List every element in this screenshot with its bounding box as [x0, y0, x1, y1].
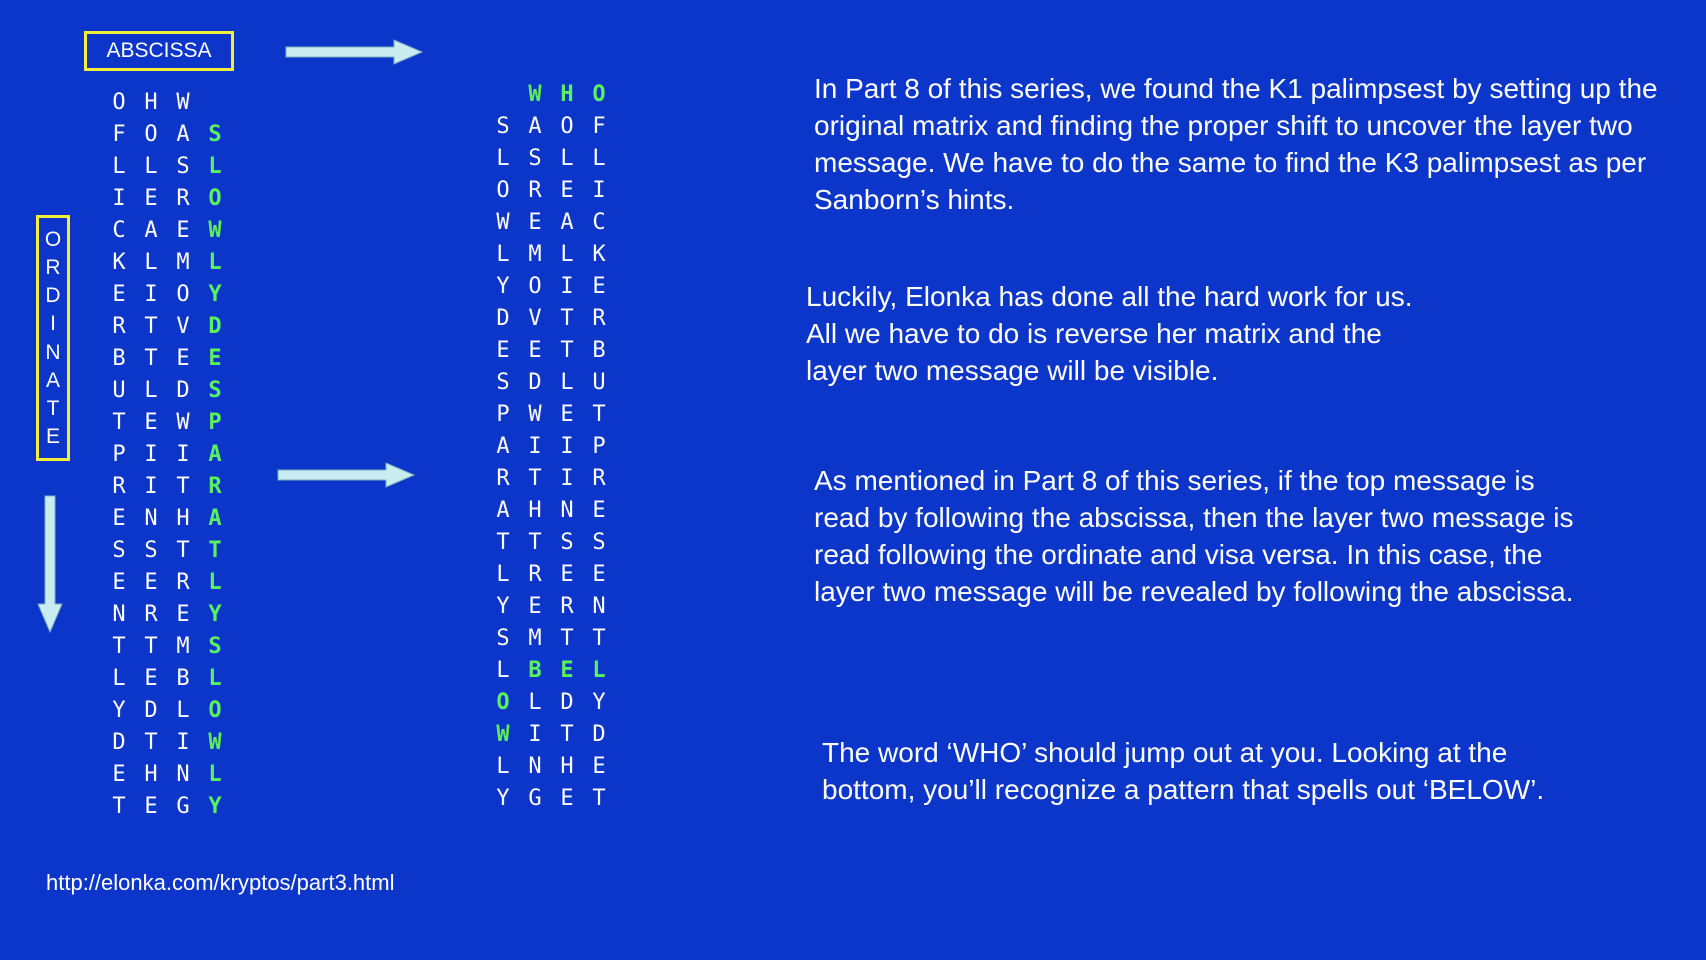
matrix-letter: N — [144, 505, 158, 531]
matrix-letter: P — [592, 433, 606, 459]
matrix-row — [487, 110, 615, 142]
matrix-letter: C — [112, 217, 126, 243]
matrix-letter: L — [496, 145, 510, 171]
matrix-letter: R — [528, 561, 542, 587]
matrix-row — [103, 406, 231, 438]
matrix-letter: H — [144, 89, 158, 115]
matrix-letter: N — [592, 593, 606, 619]
matrix-letter: S — [208, 633, 222, 659]
matrix-letter: P — [496, 401, 510, 427]
matrix-letter: F — [112, 121, 126, 147]
matrix-row — [103, 182, 231, 214]
matrix-letter: L — [208, 569, 222, 595]
matrix-letter: E — [528, 593, 542, 619]
reversed-matrix — [487, 78, 615, 814]
matrix-letter: T — [560, 337, 574, 363]
matrix-letter: B — [528, 657, 542, 683]
matrix-letter: R — [528, 177, 542, 203]
matrix-letter: O — [208, 185, 222, 211]
matrix-row — [103, 630, 231, 662]
matrix-letter: E — [560, 401, 574, 427]
matrix-letter: S — [176, 153, 190, 179]
matrix-letter: A — [144, 217, 158, 243]
matrix-letter: D — [560, 689, 574, 715]
matrix-letter: E — [144, 409, 158, 435]
matrix-letter: A — [496, 433, 510, 459]
matrix-letter: S — [560, 529, 574, 555]
matrix-row — [487, 366, 615, 398]
matrix-letter: L — [208, 665, 222, 691]
matrix-letter: D — [528, 369, 542, 395]
matrix-letter: T — [144, 633, 158, 659]
matrix-letter: T — [176, 473, 190, 499]
matrix-row — [103, 214, 231, 246]
matrix-letter: N — [112, 601, 126, 627]
matrix-letter: E — [144, 665, 158, 691]
matrix-letter: S — [144, 537, 158, 563]
matrix-letter: L — [208, 153, 222, 179]
matrix-letter: T — [144, 345, 158, 371]
matrix-letter: T — [592, 785, 606, 811]
matrix-letter: R — [496, 465, 510, 491]
matrix-letter: N — [528, 753, 542, 779]
matrix-letter: I — [528, 721, 542, 747]
matrix-letter: G — [176, 793, 190, 819]
matrix-letter: U — [112, 377, 126, 403]
matrix-row — [103, 342, 231, 374]
matrix-letter: T — [528, 465, 542, 491]
matrix-row — [103, 438, 231, 470]
matrix-letter: O — [144, 121, 158, 147]
matrix-letter: M — [176, 633, 190, 659]
matrix-letter: I — [592, 177, 606, 203]
matrix-letter: Y — [496, 593, 510, 619]
matrix-letter: O — [496, 177, 510, 203]
matrix-letter: T — [496, 529, 510, 555]
matrix-row — [487, 654, 615, 686]
matrix-row — [103, 694, 231, 726]
matrix-letter: H — [144, 761, 158, 787]
matrix-letter: E — [528, 209, 542, 235]
matrix-letter: T — [592, 625, 606, 651]
matrix-letter: L — [496, 753, 510, 779]
matrix-letter: T — [112, 793, 126, 819]
matrix-row — [487, 142, 615, 174]
matrix-letter: W — [496, 721, 510, 747]
matrix-letter: L — [144, 153, 158, 179]
matrix-row — [487, 494, 615, 526]
matrix-letter: E — [112, 281, 126, 307]
matrix-row — [487, 686, 615, 718]
matrix-letter: R — [176, 569, 190, 595]
matrix-letter: O — [592, 81, 606, 107]
top-right-arrow-icon — [284, 38, 424, 66]
matrix-letter: E — [144, 569, 158, 595]
matrix-letter: L — [496, 657, 510, 683]
matrix-letter: W — [176, 409, 190, 435]
matrix-letter: S — [528, 145, 542, 171]
matrix-letter: O — [208, 697, 222, 723]
matrix-letter: E — [176, 601, 190, 627]
matrix-letter: E — [560, 785, 574, 811]
matrix-letter: M — [528, 241, 542, 267]
matrix-row — [487, 430, 615, 462]
matrix-letter: I — [560, 465, 574, 491]
matrix-letter: D — [208, 313, 222, 339]
matrix-letter: T — [144, 313, 158, 339]
matrix-letter: E — [176, 345, 190, 371]
matrix-letter: T — [528, 529, 542, 555]
matrix-row — [487, 270, 615, 302]
matrix-letter: L — [496, 241, 510, 267]
matrix-letter: S — [208, 121, 222, 147]
matrix-letter: W — [528, 81, 542, 107]
paragraph-elonka-work: Luckily, Elonka has done all the hard work for us. All we have to do is reverse her matrix and the layer two message will be visible. — [806, 281, 1413, 386]
matrix-letter: A — [208, 505, 222, 531]
matrix-letter: E — [112, 569, 126, 595]
matrix-row — [103, 374, 231, 406]
matrix-letter: W — [176, 89, 190, 115]
matrix-letter: I — [176, 441, 190, 467]
matrix-row — [487, 238, 615, 270]
matrix-row — [103, 86, 231, 118]
matrix-letter: R — [592, 465, 606, 491]
matrix-letter: I — [144, 473, 158, 499]
matrix-letter: L — [112, 665, 126, 691]
matrix-letter: K — [112, 249, 126, 275]
matrix-letter: L — [560, 145, 574, 171]
matrix-letter: L — [560, 369, 574, 395]
matrix-letter: O — [112, 89, 126, 115]
matrix-letter: O — [560, 113, 574, 139]
ordinate-letter: A — [45, 368, 60, 392]
matrix-row — [103, 118, 231, 150]
matrix-row — [487, 558, 615, 590]
matrix-letter: H — [560, 81, 574, 107]
matrix-row — [487, 174, 615, 206]
matrix-letter: V — [528, 305, 542, 331]
matrix-letter: E — [496, 337, 510, 363]
matrix-letter: I — [176, 729, 190, 755]
matrix-row — [487, 622, 615, 654]
matrix-letter: A — [560, 209, 574, 235]
matrix-letter: R — [112, 473, 126, 499]
matrix-letter: L — [208, 249, 222, 275]
matrix-letter: D — [144, 697, 158, 723]
matrix-letter: T — [592, 401, 606, 427]
matrix-letter: O — [176, 281, 190, 307]
matrix-row — [103, 726, 231, 758]
matrix-letter: W — [496, 209, 510, 235]
matrix-letter: L — [592, 145, 606, 171]
matrix-letter: C — [592, 209, 606, 235]
matrix-row — [487, 334, 615, 366]
matrix-letter: E — [560, 561, 574, 587]
matrix-row — [103, 470, 231, 502]
matrix-letter: E — [560, 177, 574, 203]
matrix-row — [103, 310, 231, 342]
matrix-letter: D — [592, 721, 606, 747]
matrix-letter: E — [528, 337, 542, 363]
matrix-letter: E — [592, 273, 606, 299]
matrix-letter: P — [208, 409, 222, 435]
ordinate-letter: O — [44, 228, 62, 252]
matrix-letter: R — [592, 305, 606, 331]
matrix-letter: E — [592, 561, 606, 587]
matrix-letter: V — [176, 313, 190, 339]
ordinate-letter: D — [45, 284, 61, 308]
source-url: http://elonka.com/kryptos/part3.html — [46, 870, 395, 895]
matrix-letter: S — [496, 113, 510, 139]
abscissa-label-box — [84, 31, 234, 71]
matrix-letter: U — [592, 369, 606, 395]
ordinate-letter: T — [46, 396, 60, 420]
matrix-letter: S — [208, 377, 222, 403]
abscissa-label: ABSCISSA — [106, 39, 212, 62]
matrix-letter: Y — [208, 601, 222, 627]
matrix-row — [487, 78, 615, 110]
matrix-row — [103, 790, 231, 822]
matrix-row — [487, 398, 615, 430]
matrix-letter: N — [176, 761, 190, 787]
matrix-letter: S — [496, 625, 510, 651]
matrix-letter: B — [176, 665, 190, 691]
matrix-letter: E — [592, 753, 606, 779]
matrix-letter: N — [560, 497, 574, 523]
matrix-letter: Y — [208, 281, 222, 307]
matrix-letter: E — [208, 345, 222, 371]
matrix-letter: S — [112, 537, 126, 563]
ordinate-letter: R — [45, 256, 61, 280]
matrix-letter: K — [592, 241, 606, 267]
ordinate-letter: E — [45, 424, 60, 448]
middle-right-arrow-icon — [276, 461, 416, 489]
matrix-letter: T — [144, 729, 158, 755]
matrix-letter: S — [496, 369, 510, 395]
matrix-row — [103, 246, 231, 278]
matrix-letter: I — [144, 281, 158, 307]
matrix-row — [487, 302, 615, 334]
matrix-letter: Y — [112, 697, 126, 723]
matrix-letter: H — [528, 497, 542, 523]
matrix-letter: F — [592, 113, 606, 139]
matrix-row — [103, 502, 231, 534]
paragraph-k1-palimpsest: In Part 8 of this series, we found the K1 palimpsest by setting up the original matrix and finding the proper shift to uncover the layer two message. We have to do the same to find the K3 palimpsest as per Sanborn’s hints. — [814, 73, 1658, 215]
matrix-letter: R — [112, 313, 126, 339]
matrix-letter: L — [592, 657, 606, 683]
matrix-letter: L — [208, 761, 222, 787]
matrix-letter: B — [112, 345, 126, 371]
matrix-row — [103, 758, 231, 790]
ordinate-letter: I — [50, 312, 56, 336]
matrix-row — [103, 598, 231, 630]
matrix-letter: W — [528, 401, 542, 427]
matrix-letter: L — [112, 153, 126, 179]
matrix-letter: Y — [592, 689, 606, 715]
matrix-row — [103, 278, 231, 310]
matrix-letter: L — [560, 241, 574, 267]
matrix-row — [487, 750, 615, 782]
matrix-letter: O — [496, 689, 510, 715]
matrix-letter: E — [176, 217, 190, 243]
matrix-letter: E — [560, 657, 574, 683]
matrix-letter: S — [592, 529, 606, 555]
matrix-letter: Y — [208, 793, 222, 819]
matrix-letter: B — [592, 337, 606, 363]
matrix-letter: A — [176, 121, 190, 147]
matrix-letter: O — [528, 273, 542, 299]
matrix-letter: R — [144, 601, 158, 627]
matrix-row — [487, 590, 615, 622]
matrix-letter: A — [208, 441, 222, 467]
matrix-letter: R — [560, 593, 574, 619]
ordinate-label-box — [36, 215, 70, 461]
matrix-letter: T — [112, 633, 126, 659]
matrix-letter: I — [560, 273, 574, 299]
matrix-letter: Y — [496, 785, 510, 811]
matrix-letter: M — [176, 249, 190, 275]
matrix-letter: L — [496, 561, 510, 587]
matrix-letter: L — [144, 377, 158, 403]
matrix-letter: W — [208, 729, 222, 755]
matrix-letter: I — [144, 441, 158, 467]
matrix-letter: G — [528, 785, 542, 811]
matrix-letter: Y — [496, 273, 510, 299]
matrix-letter: T — [176, 537, 190, 563]
matrix-letter: I — [560, 433, 574, 459]
matrix-letter: E — [112, 761, 126, 787]
matrix-row — [103, 150, 231, 182]
matrix-letter: T — [560, 625, 574, 651]
matrix-letter: T — [560, 305, 574, 331]
matrix-letter: A — [496, 497, 510, 523]
matrix-letter: H — [176, 505, 190, 531]
matrix-letter: W — [208, 217, 222, 243]
matrix-letter: L — [176, 697, 190, 723]
matrix-row — [487, 718, 615, 750]
paragraph-who-below: The word ‘WHO’ should jump out at you. Looking at the bottom, you’ll recognize a pattern that spells out ‘BELOW’. — [822, 737, 1545, 805]
matrix-letter: D — [112, 729, 126, 755]
matrix-letter: T — [560, 721, 574, 747]
matrix-letter: E — [144, 793, 158, 819]
matrix-letter: L — [144, 249, 158, 275]
matrix-letter: T — [208, 537, 222, 563]
matrix-letter: I — [112, 185, 126, 211]
original-matrix — [103, 86, 231, 822]
matrix-letter: E — [592, 497, 606, 523]
matrix-letter: D — [176, 377, 190, 403]
matrix-letter: L — [528, 689, 542, 715]
matrix-letter: P — [112, 441, 126, 467]
matrix-row — [103, 534, 231, 566]
matrix-letter: R — [208, 473, 222, 499]
matrix-letter: I — [528, 433, 542, 459]
down-arrow-icon — [36, 494, 64, 634]
matrix-letter: R — [176, 185, 190, 211]
matrix-letter: M — [528, 625, 542, 651]
matrix-row — [487, 462, 615, 494]
matrix-letter: E — [112, 505, 126, 531]
matrix-letter: D — [496, 305, 510, 331]
matrix-row — [487, 782, 615, 814]
matrix-row — [487, 526, 615, 558]
matrix-row — [103, 662, 231, 694]
ordinate-letter: N — [45, 340, 61, 364]
matrix-letter: H — [560, 753, 574, 779]
matrix-letter: E — [144, 185, 158, 211]
matrix-row — [103, 566, 231, 598]
matrix-letter: A — [528, 113, 542, 139]
matrix-letter: T — [112, 409, 126, 435]
paragraph-abscissa-ordinate: As mentioned in Part 8 of this series, if the top message is read by following the abscissa, then the layer two message is read following the ordinate and visa versa. In this case, the layer two message will be revealed by following the abscissa. — [814, 465, 1574, 607]
matrix-row — [487, 206, 615, 238]
